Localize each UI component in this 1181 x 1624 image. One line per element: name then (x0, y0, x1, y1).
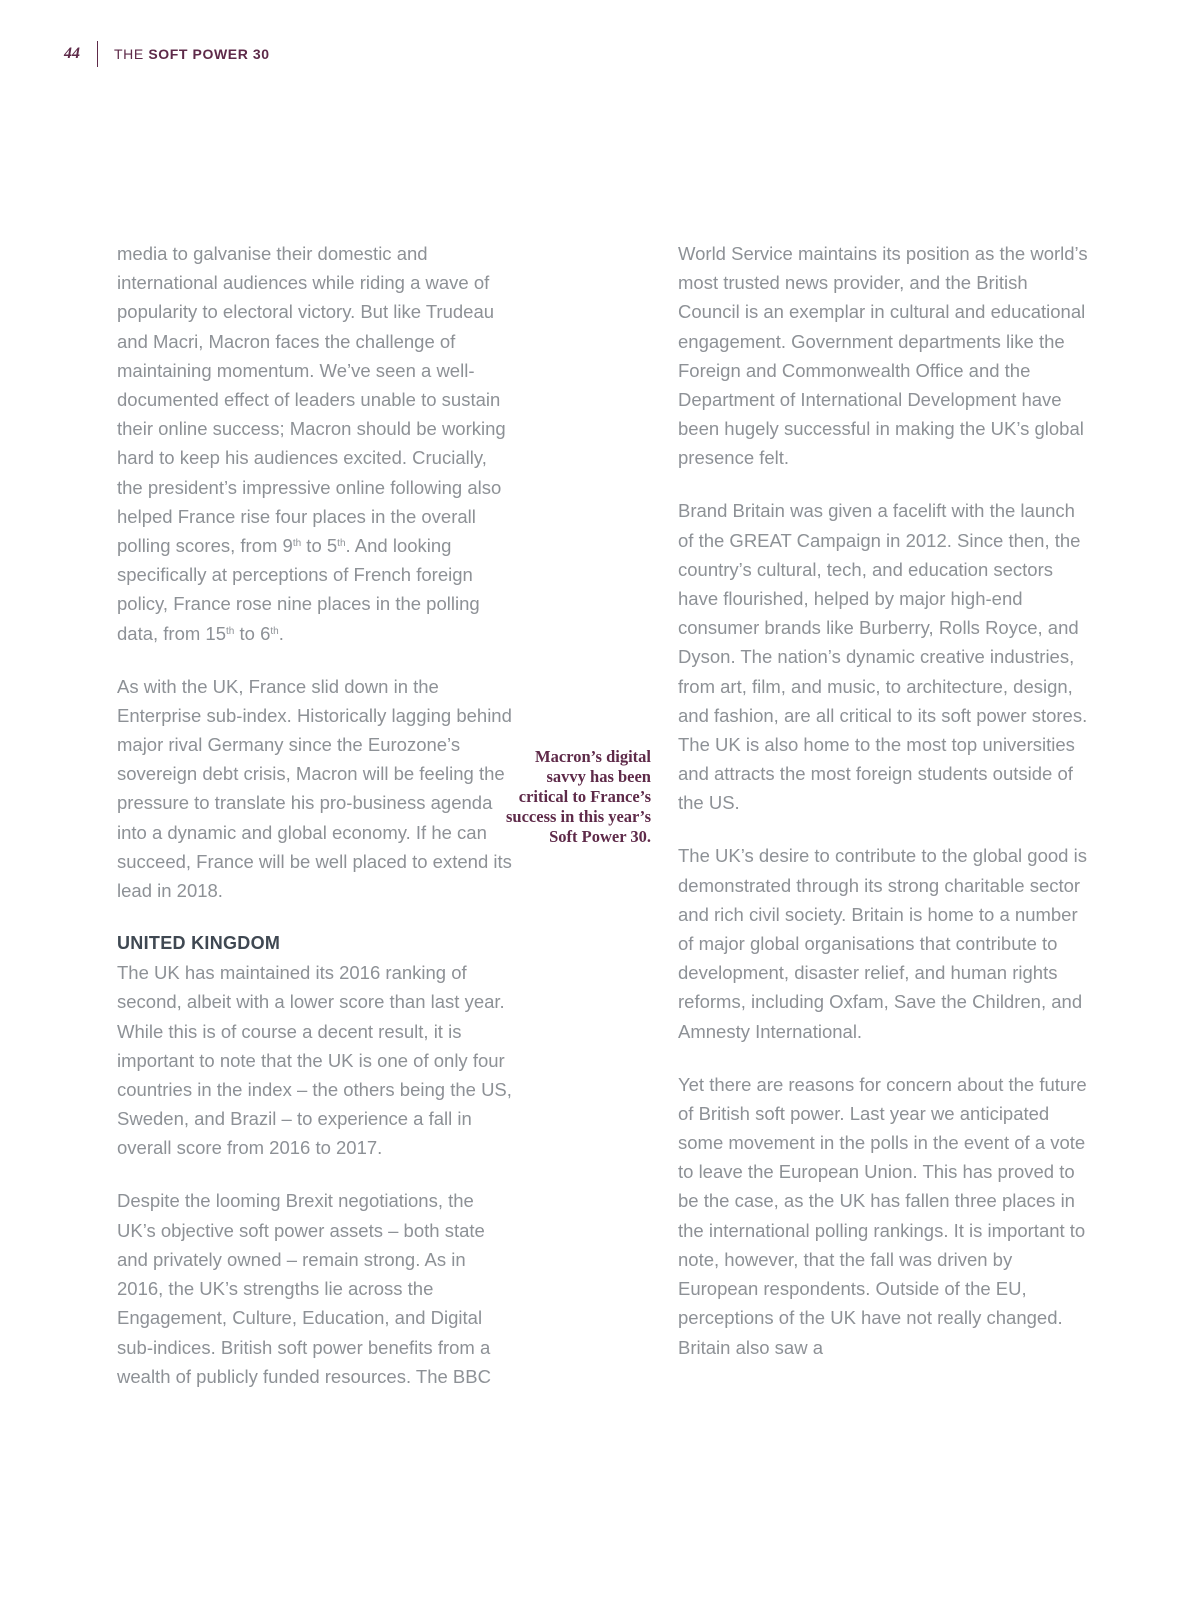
pull-quote: Macron’s digital savvy has been critical to France’s success in this year’s Soft Power 30. (506, 747, 651, 846)
page-number: 44 (64, 45, 80, 62)
publication-title-bold: SOFT POWER 30 (148, 46, 270, 62)
superscript: th (226, 625, 235, 637)
section-heading: UNITED KINGDOM (117, 933, 281, 954)
paragraph: World Service maintains its position as the world’s most trusted news provider, and the British Council is an exemplar in cultural and educational engagement. Government departments like the Foreign and Commonwealth Office and the Department of International Development have been hugely successful in making the UK’s global presence felt. (678, 243, 1088, 469)
text-run: . (278, 622, 284, 644)
superscript: th (292, 538, 302, 550)
publication-title-prefix: THE (114, 46, 144, 62)
paragraph: The UK’s desire to contribute to the global good is demonstrated through its strong charitable sector and rich civil society. Britain is home to a number of major global organisations that contribute to development, disaster relief, and human rights reforms, including Oxfam, Save the Children, and Amnesty International. (678, 845, 1087, 1042)
superscript: th (270, 625, 279, 637)
left-column (117, 239, 517, 1415)
superscript: th (337, 538, 346, 550)
paragraph: Yet there are reasons for concern about the future of British soft power. Last year we anticipated some movement in the polls in the event of a vote to leave the European Union. This has proved to be the case, as the UK has fallen three places in the international polling rankings. It is important to note, however, that the fall was driven by European respondents. Outside of the EU, perceptions of the UK have not really changed. Britain also saw a (678, 1073, 1087, 1358)
right-column (678, 239, 1088, 1386)
page-header (64, 41, 270, 67)
text-run: . And looking specifically at perceptions of French foreign policy, France rose nine places in the polling data, from 15 (117, 535, 480, 644)
paragraph: Brand Britain was given a facelift with the launch of the GREAT Campaign in 2012. Since then, the country’s cultural, tech, and education sectors have flourished, helped by major high-end consumer brands like Burberry, Rolls Royce, and Dyson. The nation’s dynamic creative industries, from art, film, and music, to architecture, design, and fashion, are all critical to its soft power stores. The UK is also home to the most top universities and attracts the most foreign students outside of the US. (678, 500, 1088, 814)
header-divider (97, 41, 98, 67)
publication-title (114, 46, 270, 62)
paragraph (117, 239, 517, 648)
text-run: to 5 (301, 535, 338, 557)
paragraph: The UK has maintained its 2016 ranking of second, albeit with a lower score than last year. While this is of course a decent result, it is important to note that the UK is one of only four countries in the index – the others being the US, Sweden, and Brazil – to experience a fall in overall score from 2016 to 2017. (117, 962, 512, 1159)
paragraph: As with the UK, France slid down in the Enterprise sub-index. Historically lagging behind major rival Germany since the Eurozone’s sovereign debt crisis, Macron will be feeling the pressure to translate his pro-business agenda into a dynamic and global economy. If he can succeed, France will be well placed to extend its lead in 2018. (117, 675, 512, 902)
text-run: to 6 (234, 622, 271, 644)
paragraph: Despite the looming Brexit negotiations, the UK’s objective soft power assets – both state and privately owned – remain strong. As in 2016, the UK’s strengths lie across the Engagement, Culture, Education, and Digital sub-indices. British soft power benefits from a wealth of publicly funded resources. The BBC (117, 1190, 491, 1387)
text-run: media to galvanise their domestic and international audiences while riding a wave of popularity to electoral victory. But like Trudeau and Macri, Macron faces the challenge of maintaining momentum. We’ve seen a well-documented effect of leaders unable to sustain their online success; Macron should be working hard to keep his audiences excited. Crucially, the president’s impressive online following also helped France rise four places in the overall polling scores, from 9 (117, 243, 506, 557)
